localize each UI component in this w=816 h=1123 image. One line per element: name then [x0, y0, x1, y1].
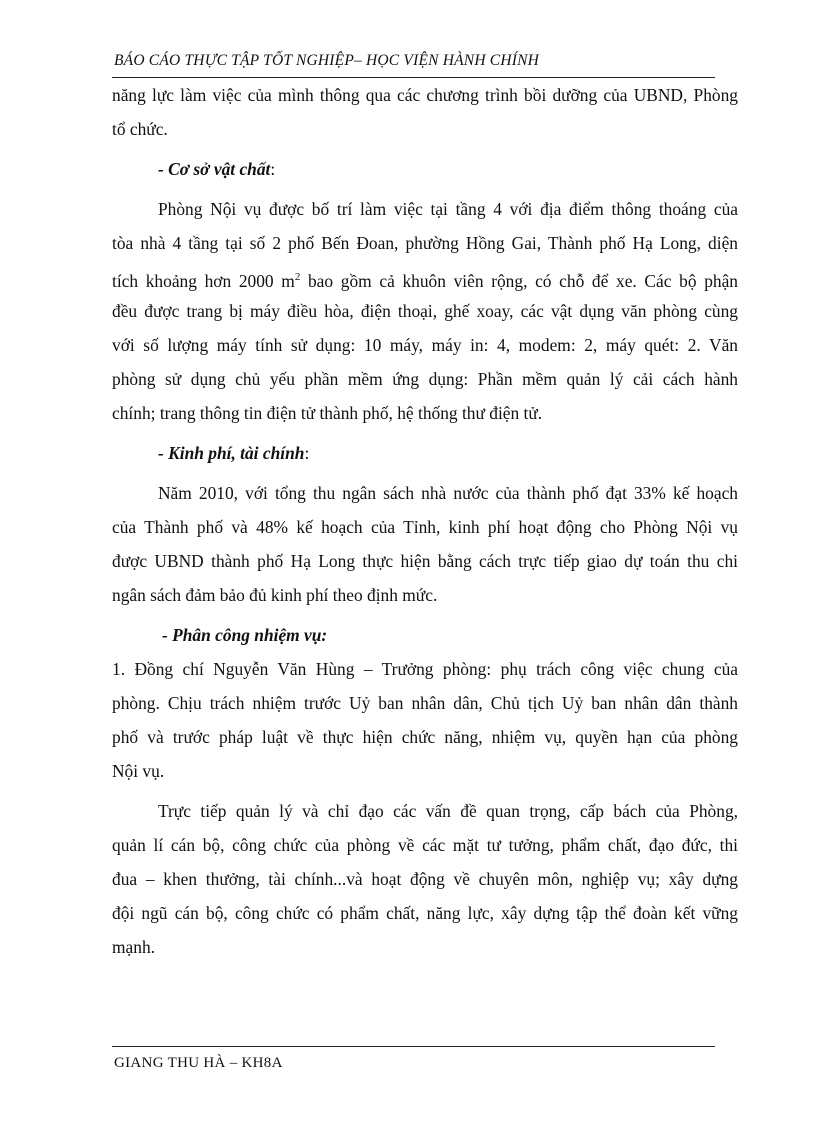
paragraph-line: phòng. Chịu trách nhiệm trước Uỷ ban nhân dân, Chủ tịch Uỷ ban nhân dân thành	[112, 693, 738, 713]
paragraph-line: được UBND thành phố Hạ Long thực hiện bằng cách trực tiếp giao dự toán thu chi	[112, 551, 738, 571]
paragraph-line: Trực tiếp quản lý và chỉ đạo các vấn đề quan trọng, cấp bách của Phòng,	[158, 801, 738, 821]
footer-rule	[112, 1046, 715, 1047]
heading-suffix: :	[270, 159, 276, 179]
paragraph-line: Phòng Nội vụ được bố trí làm việc tại tầng 4 với địa điểm thông thoáng của	[158, 199, 738, 219]
paragraph-line: đều được trang bị máy điều hòa, điện thoại, ghế xoay, các vật dụng văn phòng cùng	[112, 301, 738, 321]
page-footer: GIANG THU HÀ – KH8A	[114, 1055, 283, 1071]
section-heading-phan-cong: - Phân công nhiệm vụ:	[162, 625, 328, 645]
paragraph-line: năng lực làm việc của mình thông qua các chương trình bồi dưỡng của UBND, Phòng	[112, 85, 738, 105]
paragraph-line: phòng sử dụng chủ yếu phần mềm ứng dụng: Phần mềm quản lý cải cách hành	[112, 369, 738, 389]
heading-suffix: :	[304, 443, 310, 463]
paragraph-line: tổ chức.	[112, 119, 168, 139]
page-header: BÁO CÁO THỰC TẬP TỐT NGHIỆP– HỌC VIỆN HÀNH CHÍNH	[114, 52, 540, 69]
paragraph-line: 1. Đồng chí Nguyễn Văn Hùng – Trưởng phòng: phụ trách công việc chung của	[112, 659, 738, 679]
paragraph-line: mạnh.	[112, 937, 155, 957]
heading-text: - Kinh phí, tài chính	[158, 443, 305, 463]
paragraph-line: Năm 2010, với tổng thu ngân sách nhà nước của thành phố đạt 33% kế hoạch	[158, 483, 738, 503]
paragraph-line	[112, 260, 738, 294]
paragraph-line: ngân sách đảm bảo đủ kinh phí theo định mức.	[112, 585, 438, 605]
section-heading-kinh-phi	[112, 436, 738, 470]
body-text	[112, 78, 738, 964]
heading-text: - Cơ sở vật chất	[158, 159, 271, 179]
paragraph-line: của Thành phố và 48% kế hoạch của Tỉnh, kinh phí hoạt động cho Phòng Nội vụ	[112, 517, 738, 537]
paragraph-line: phố và trước pháp luật về thực hiện chức năng, nhiệm vụ, quyền hạn của phòng	[112, 727, 738, 747]
area-rest: bao gồm cả khuôn viên rộng, có chỗ để xe. Các bộ phận	[300, 270, 738, 291]
area-superscript: 2	[294, 271, 301, 283]
paragraph-line: đội ngũ cán bộ, công chức có phẩm chất, năng lực, xây dựng tập thể đoàn kết vững	[112, 903, 738, 923]
paragraph-line: Nội vụ.	[112, 761, 165, 781]
paragraph-line: quản lí cán bộ, công chức của phòng về các mặt tư tưởng, phẩm chất, đạo đức, thi	[112, 835, 738, 855]
paragraph-line: đua – khen thưởng, tài chính...và hoạt động về chuyên môn, nghiệp vụ; xây dựng	[112, 869, 738, 889]
area-text: tích khoảng hơn 2000 m	[112, 270, 295, 291]
paragraph-line: với số lượng máy tính sử dụng: 10 máy, máy in: 4, modem: 2, máy quét: 2. Văn	[112, 335, 738, 355]
paragraph-line: tòa nhà 4 tầng tại số 2 phố Bến Đoan, phường Hồng Gai, Thành phố Hạ Long, diện	[112, 233, 738, 253]
paragraph-line: chính; trang thông tin điện tử thành phố, hệ thống thư điện tử.	[112, 403, 543, 423]
section-heading-co-so	[112, 152, 738, 186]
